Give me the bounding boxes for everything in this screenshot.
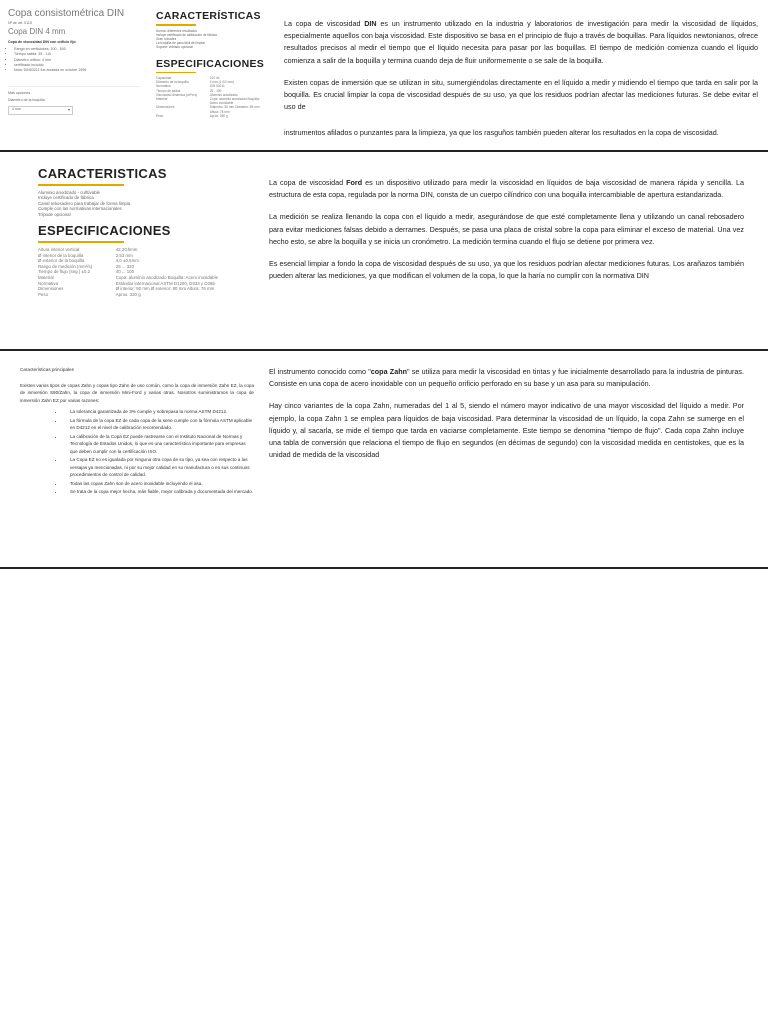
zahn-bullet: • La fórmula de la copa EZ de cada copa de la serie cumple con la fórmula ASTM aplicable en D4212 en el nivel de calibración recomendado. xyxy=(64,417,254,432)
chevron-down-icon: ▾ xyxy=(67,107,70,113)
nozzle-select-value: 4 mm xyxy=(12,107,21,112)
text-span: La copa de viscosidad xyxy=(269,178,347,187)
spec-value: Aprox. 320 g xyxy=(115,291,141,297)
zahn-left-intro: Existen varios tipos de copas Zahn y copas tipo Zahn de uso común, como la copa de inmersión Zahn EZ, la copa de inmersión S90/Zahn, la copa de inmersión Mini-Ford y varias otras. Nosotros suministramos la copa de inmersión Zahn EZ por varias razones: xyxy=(20,382,254,403)
specs-heading: ESPECIFICACIONES xyxy=(156,57,265,70)
spec-value: Estándar internacional ASTM D1200, D333 y D365 xyxy=(115,280,215,286)
feature-item: Incluye certificado de fábrica xyxy=(38,195,94,201)
spec-label: Altura interior vertical xyxy=(38,246,80,252)
spec-label: Material xyxy=(156,97,168,102)
spec-label: Tiempo de flujo (seg.) ±0,2 xyxy=(38,269,91,275)
spec-label: Peso xyxy=(156,113,164,118)
ford-description xyxy=(269,177,744,292)
product-ref: Nº de art. 0115 xyxy=(8,21,32,25)
bold-term: copa Zahn xyxy=(370,367,407,376)
spec-label: Rango de medición (mm²/s) xyxy=(38,263,93,269)
spec-value: 100 ml xyxy=(209,76,220,81)
spec-label: Dimensiones xyxy=(38,286,64,292)
feature-item: Soporte: vidriado opcional xyxy=(156,45,193,50)
options-label: Más opciones xyxy=(8,90,31,95)
spec-label: Material xyxy=(38,274,54,280)
product-bullet: • Diámetro orificio: 4 mm xyxy=(14,58,140,63)
heading-underline xyxy=(156,24,196,26)
text-span: La copa de viscosidad xyxy=(284,19,365,28)
feature-item: Incluye certificado de calibración de fábrica xyxy=(156,32,217,37)
spec-value: Copa: aluminio anodizado Boquilla: Acero inoxidable xyxy=(115,274,219,280)
paragraph: Existen copas de inmersión que se utilizan in situ, sumergiéndolas directamente en el líquido a medir y midiendo el tiempo que tarda en salir por la boquilla. Es crucial limpiar la copa de viscosidad después de su uso, ya que los residuos podrían afectar las mediciones futuras. Se debe evitar el uso de xyxy=(284,77,758,112)
spec-label: Tiempo de salida xyxy=(156,88,181,93)
spec-label: Capacidad xyxy=(156,76,172,81)
feature-item: Gran robustez xyxy=(156,36,177,41)
nozzle-select[interactable] xyxy=(8,106,73,115)
spec-value: 42,2Ghmm xyxy=(115,246,138,252)
specs-table xyxy=(156,76,268,118)
feature-item: Canal rebosadero para trabajar de forma limpia xyxy=(38,200,131,206)
spec-value: DIN 53211 xyxy=(209,84,225,89)
spec-label: Ø exterior de la boquilla xyxy=(38,258,85,264)
spec-label: Dimensiones xyxy=(156,105,175,110)
feature-item: Trípode opcional xyxy=(38,211,71,217)
heading-underline xyxy=(38,241,124,243)
spec-label: Normativa xyxy=(156,84,171,89)
text-span: El instrumento conocido como " xyxy=(269,367,371,376)
ford-spec-card xyxy=(38,166,254,346)
feature-item: Norma: diferentes resultados xyxy=(156,28,197,33)
zahn-bullet-list xyxy=(20,408,254,496)
spec-value: Aluminio anodizado xyxy=(209,92,238,97)
zahn-left-heading: Características principales xyxy=(20,367,74,372)
spec-value: 2,53 mm xyxy=(115,252,133,258)
din-spec-card xyxy=(156,10,268,148)
paragraph xyxy=(269,366,744,390)
zahn-feature-card xyxy=(20,366,254,497)
paragraph: La medición se realiza llenando la copa con el líquido a medir, asegurándose de que esté completamente llena y utilizando un canal rebosadero para evitar mediciones falsas debido a derrames. Después, se pasa una placa de cristal sobre la copa para eliminar el exceso de material. Una vez hecho esto, se abre la boquilla y se inicia un cronómetro. La medición termina cuando el flujo se detiene por primera vez. xyxy=(269,212,744,246)
paragraph xyxy=(284,18,758,67)
features-heading: CARACTERÍSTICAS xyxy=(156,10,261,22)
section-zahn-cup xyxy=(0,352,768,568)
spec-value: 4,0 ±0,5mm xyxy=(115,258,139,264)
spec-label: Diámetro de la boquilla xyxy=(156,80,189,85)
spec-label: Ø interior de la boquilla xyxy=(38,252,84,258)
bold-term: DIN xyxy=(364,19,377,28)
spec-label: Peso xyxy=(38,291,49,297)
product-desc-heading: Copa de viscosidad DIN con orificio fijo xyxy=(8,40,76,45)
spec-value: Aprox. 280 g xyxy=(209,113,228,118)
zahn-bullet: • Todas las copas Zahn son de acero inoxidable incluyendo el asa. xyxy=(64,480,254,488)
features-heading: CARACTERISTICAS xyxy=(38,166,167,181)
product-description xyxy=(8,40,140,73)
heading-underline xyxy=(38,184,124,186)
features-list xyxy=(156,29,268,50)
product-bullet: • Rango en centistokes: 100 - 500 xyxy=(14,47,140,52)
options-panel xyxy=(8,86,140,115)
bold-term: Ford xyxy=(346,178,363,187)
specs-table xyxy=(38,247,254,297)
product-subtitle: Copa DIN 4 mm xyxy=(8,27,66,37)
spec-label: Normativa xyxy=(38,280,59,286)
zahn-description xyxy=(269,366,744,471)
product-title: Copa consistométrica DIN xyxy=(8,8,125,19)
section-din-cup xyxy=(0,0,768,150)
paragraph: Hay cinco variantes de la copa Zahn, numeradas del 1 al 5, siendo el número mayor indicativo de una mayor viscosidad del líquido a medir. Por ejemplo, la copa Zahn 1 se emplea para líquidos de baja viscosidad. Para determinar la viscosidad de un líquido, la copa Zahn se sumerge en el líquido y, al sacarla, se mide el tiempo que tarda en vaciarse completamente. Este tiempo se denomina "tiempo de flujo". Cada copa Zahn incluye una tabla de conversión que relaciona el tiempo de flujo en segundos (en décimas de segundo) con la viscosidad medida en centistokes, que es la unidad de medida de la viscosidad xyxy=(269,401,744,460)
heading-underline xyxy=(156,72,196,74)
section-ford-cup xyxy=(0,152,768,350)
zahn-bullet: • Se trata de la copa mejor hecha, más fiable, mejor calibrada y documentada del mercado. xyxy=(64,488,254,496)
din-product-card xyxy=(8,8,140,140)
paragraph: Es esencial limpiar a fondo la copa de viscosidad después de su uso, ya que los residuos podrían afectar mediciones futuras. Los arañazos también pueden alterar las mediciones, ya que modifican el volumen de la copa, lo que la haría no cumplir con la normativa DIN xyxy=(269,259,744,281)
product-bullet: • Nota: DIN53211 fue anulada en octubre 1996 xyxy=(14,68,140,73)
feature-item: Aluminio anodizado - cuñtivable xyxy=(38,189,100,195)
option-field-label: Diámetro de la boquilla xyxy=(8,98,45,103)
product-bullets xyxy=(14,47,140,74)
separator xyxy=(0,567,768,569)
feature-item: Cumple con las normativas internacionales xyxy=(38,206,122,212)
spec-label: Viscosidad dinámica (mPa·s) xyxy=(156,92,198,97)
separator xyxy=(0,349,768,351)
text-span: es un dispositivo utilizado para medir la viscosidad en líquidos de baja viscosidad de manera rápida y sencilla. La estructura de esta copa, regulada por la norma DIN, consta de un cuerpo cilíndrico con una boquilla intercambiable de apertura estandarizada. xyxy=(269,178,745,200)
features-list xyxy=(38,190,254,218)
spec-value: Ø interior: 50 mm Ø exterior: 80 mm Altura: 76 mm xyxy=(115,286,215,292)
product-bullet: • Tiempo salida: 35 - 110 xyxy=(14,52,140,57)
zahn-bullet: • La Copa EZ no es igualada por ninguna otra copa de su tipo, ya sea con respecto a las ventajas ya mencionadas, ni por su mejor calidad en su manufactura o en sus continuos procedimientos de control de calidad. xyxy=(64,456,254,479)
zahn-bullet: • La tolerancia garantizada de 3% cumple y sobrepasa la norma ASTM D4212. xyxy=(64,408,254,416)
text-span: " se utiliza para medir la viscosidad en tintas y fue inicialmente desarrollado para la industria de pinturas. Consiste en una copa de acero inoxidable con un pequeño orificio perforado en su base y un asa para su manipulación. xyxy=(269,367,744,389)
zahn-bullet: • La calibración de la Copa EZ puede rastrearse con el Instituto Nacional de Normas y Tecnología de Estados Unidos, lo que es una característica importante para empresas que deben cumplir con la certificación ISO. xyxy=(64,433,254,456)
spec-value: 4 mm (1,0/2 mm) xyxy=(209,80,235,85)
product-bullet: • certificado incluido xyxy=(14,63,140,68)
din-description xyxy=(284,18,758,150)
spec-value: Copa: aluminio anodizado Boquilla: Acero inoxidable xyxy=(209,97,260,106)
spec-value: 25 ... 320 xyxy=(115,263,135,269)
paragraph xyxy=(269,177,744,201)
spec-value: 40 ... 100 xyxy=(115,269,135,275)
text-span: es un instrumento utilizado en la industria y laboratorios de investigación para medir la viscosidad de líquidos, especialmente aquellos con baja viscosidad. Este dispositivo se basa en el principio de flujo a través de boquillas. Para líquidos newtonianos, ofrece resultados precisos al medir el tiempo que el líquido necesita para pasar por las boquillas. El tiempo de medición comienza cuando el líquido comienza a salir de la boquilla y termina cuando deja de fluir uniformemente o se sale de la boquilla. xyxy=(284,19,759,65)
spec-value: 25 - 150 xyxy=(209,88,222,93)
specs-heading: ESPECIFICACIONES xyxy=(38,223,171,239)
paragraph: instrumentos afilados o punzantes para la limpieza, ya que los rasguños también pueden alterar los resultados en la copa de viscosidad. xyxy=(284,128,719,138)
feature-item: La boquilla de paso fácil de limpiar xyxy=(156,41,205,46)
spec-value: Diámetro: 50 mm Diámetro: 89 mm Altura: 78 mm xyxy=(209,105,260,114)
